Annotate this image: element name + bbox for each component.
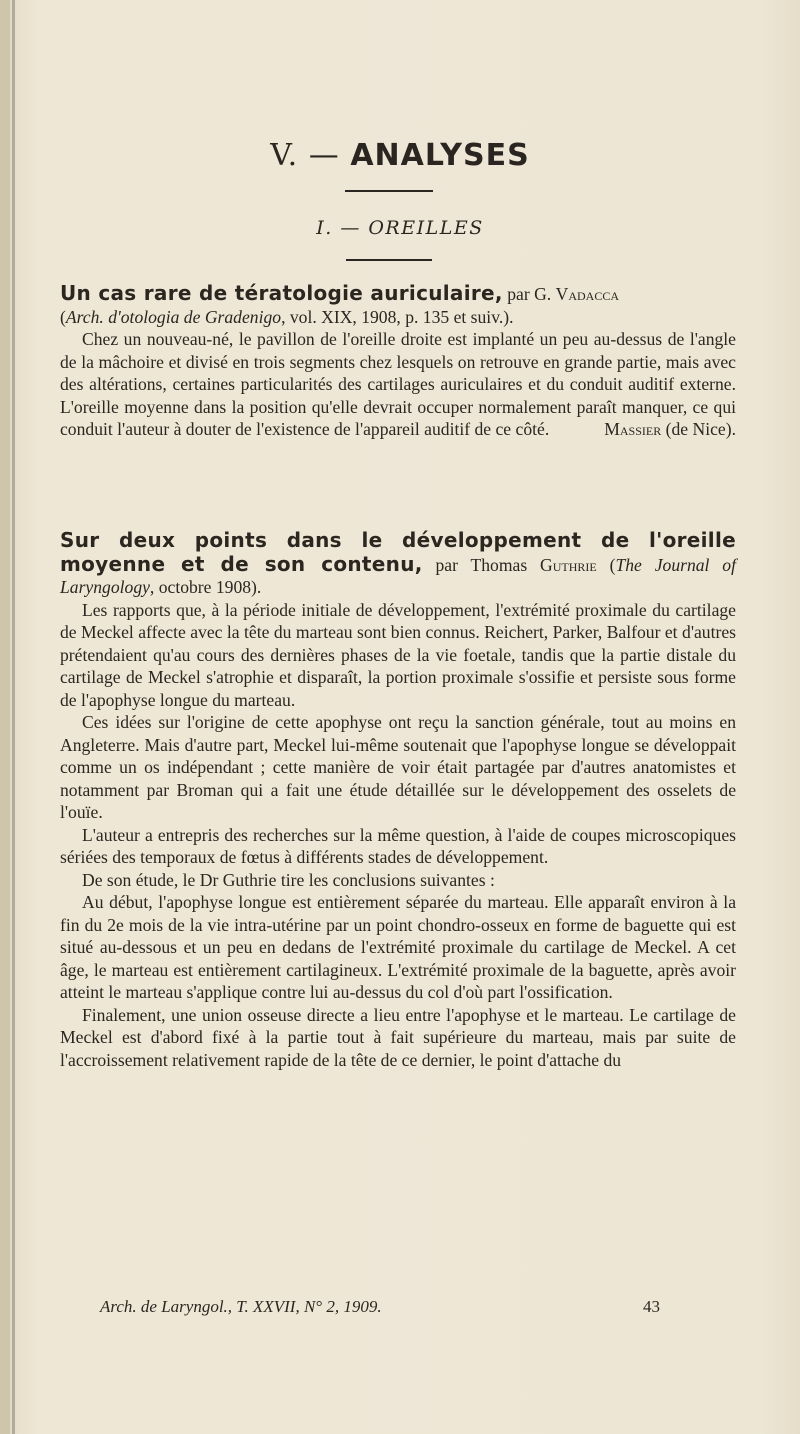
article-1-by: par G. <box>507 284 552 304</box>
section-dash: — <box>308 138 340 173</box>
section-title <box>0 138 800 173</box>
page-number: 43 <box>643 1297 660 1316</box>
article-1-author: Vadacca <box>555 284 619 304</box>
article-2-paragraph: Au début, l'apophyse longue est entièrement séparée du marteau. Elle apparaît environ à la fin du 2e mois de la vie intra-utérine par un point chondro-osseux en forme de baguette qui est situé au-dessous et un peu en dedans de l'extrémité proximale du cartilage de Meckel. A cet âge, le marteau est entièrement cartilagineux. L'extrémité proximale de la baguette, après avoir atteint le marteau s'applique contre lui au-dessus du col d'où part l'ossification. <box>60 892 736 1002</box>
article-1-ref-rest: , vol. XIX, 1908, p. 135 et suiv.). <box>281 306 514 327</box>
article-2-title: Sur deux points dans le développement de l'oreille moyenne et de son contenu, <box>60 528 736 576</box>
subtitle-rule <box>346 259 432 261</box>
signature-name: Massier <box>604 419 662 439</box>
signature-place: (de Nice). <box>665 419 736 439</box>
article-1-journal: Arch. d'otologia de Gradenigo <box>65 306 282 327</box>
binding-line <box>12 0 15 1434</box>
article-2 <box>60 529 736 1071</box>
article-2-by: par Thomas <box>435 554 528 575</box>
article-2-ref-open: ( <box>609 554 616 575</box>
article-1-signature <box>582 418 736 441</box>
article-1-body-text: Chez un nouveau-né, le pavillon de l'oreille droite est implanté un peu au-dessus de l'angle de la mâchoire et divisé en trois segments chez lesquels on retrouve en grande partie, mais avec des altérations, certaines particularités des cartilages auriculaires et du conduit auditif externe. L'oreille moyenne dans la position qu'elle devrait occuper normalement paraît manquer, ce qui conduit l'auteur à douter de l'existence de l'appareil auditif de ce côté. <box>60 329 736 439</box>
section-roman: V. <box>270 138 299 173</box>
article-1-ref-open: ( <box>60 306 66 327</box>
article-2-paragraph: Ces idées sur l'origine de cette apophyse ont reçu la sanction générale, tout au moins en Angleterre. Mais d'autre part, Meckel lui-même soutenait que l'apophyse longue se développait comme un os indépendant ; cette manière de voir était partagée par d'autres anatomistes et notamment par Broman qui a fait une étude détaillée sur le développement des osselets de l'ouïe. <box>60 712 736 822</box>
article-1 <box>60 282 736 441</box>
footer-citation: Arch. de Laryngol., T. XXVII, N° 2, 1909. <box>100 1297 382 1316</box>
article-2-paragraph: L'auteur a entrepris des recherches sur la même question, à l'aide de coupes microscopiques sériées des temporaux de fœtus à différents stades de développement. <box>60 824 736 867</box>
article-2-journal: The Journal of Laryngology <box>60 554 736 597</box>
article-2-author: Guthrie <box>540 554 597 575</box>
title-rule <box>345 190 433 192</box>
article-1-heading <box>60 282 736 328</box>
article-1-body <box>60 328 736 441</box>
section-title-text: ANALYSES <box>350 138 530 173</box>
article-2-heading <box>60 529 736 599</box>
article-2-ref-rest: , octobre 1908). <box>149 577 262 597</box>
article-2-paragraph: De son étude, le Dr Guthrie tire les conclusions suivantes : <box>82 869 495 890</box>
section-subtitle: I. — OREILLES <box>316 217 484 239</box>
article-2-paragraph: Finalement, une union osseuse directe a lieu entre l'apophyse et le marteau. Le cartilage de Meckel est d'abord fixé à la partie tout à fait supérieure du marteau, mais par suite de l'accroissement relativement rapide de la tête de ce dernier, le point d'attache du <box>60 1004 736 1070</box>
article-1-title: Un cas rare de tératologie auriculaire, <box>60 281 503 305</box>
page-footer <box>100 1297 660 1317</box>
binding-shadow <box>0 0 10 1434</box>
article-2-paragraph: Les rapports que, à la période initiale de développement, l'extrémité proximale du cartilage de Meckel affecte avec la tête du marteau sont bien connus. Reichert, Parker, Balfour et d'autres prétendaient qu'au cours des dernières phases de la vie foetale, tandis que la partie distale du cartilage de Meckel s'atrophie et disparaît, la portion proximale s'ossifie et persiste sous forme de l'apophyse longue du marteau. <box>60 599 736 710</box>
